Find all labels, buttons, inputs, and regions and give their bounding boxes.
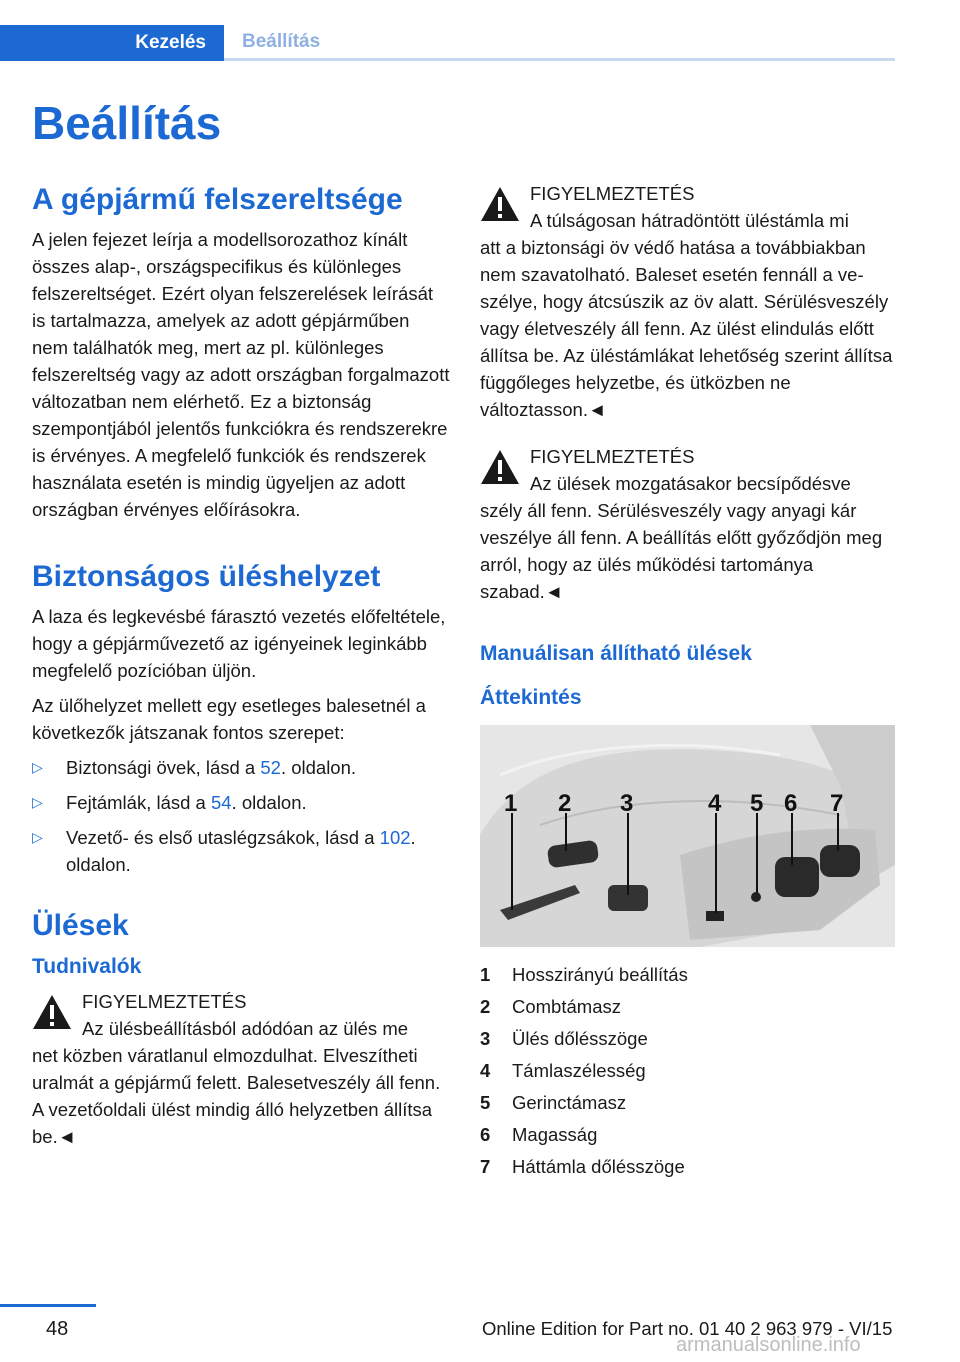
left-column — [32, 180, 450, 1150]
watermark: armanualsonline.info — [676, 1334, 861, 1356]
right-column — [480, 180, 898, 1183]
header-tabbar — [0, 25, 895, 61]
figure-label-5: 5 — [750, 790, 764, 817]
warning-title: FIGYELMEZTETÉS — [530, 446, 695, 467]
figure-label-7: 7 — [830, 790, 844, 817]
figure-label-3: 3 — [620, 790, 634, 817]
figure-label-2: 2 — [558, 790, 572, 817]
heading-seats: Ülések — [32, 909, 129, 942]
warning-triangle-icon — [480, 186, 520, 222]
legend-row: 1 Hosszirányú beállítás — [480, 964, 688, 985]
figure-label-4: 4 — [708, 790, 722, 817]
figure-label-6: 6 — [784, 790, 798, 817]
footer-rule — [0, 1304, 96, 1307]
page-link[interactable]: 52 — [260, 757, 281, 778]
legend-row: 5 Gerinctámasz — [480, 1092, 627, 1113]
warning-box — [480, 443, 898, 605]
page-link[interactable]: 102 — [379, 827, 411, 848]
warning-triangle-icon — [32, 994, 72, 1030]
warning-triangle-icon — [480, 449, 520, 485]
legend-row: 4 Támlaszélesség — [480, 1060, 646, 1081]
seat-controls-illustration — [480, 725, 895, 947]
warning-title: FIGYELMEZTETÉS — [530, 183, 695, 204]
paragraph-posture-2: Az ülőhelyzet mellett egy esetleges balesetnél a következők játszanak fontos szerepet: — [32, 695, 426, 743]
heading-overview: Áttekintés — [480, 686, 582, 709]
legend-row: 3 Ülés dőlésszöge — [480, 1028, 648, 1049]
triangle-bullet-icon: ▷ — [32, 794, 43, 810]
page-number: 48 — [46, 1318, 69, 1340]
heading-notes: Tudnivalók — [32, 955, 142, 978]
tab-beallitas[interactable]: Beállítás — [224, 25, 895, 61]
list-item: ▷ Biztonsági övek, lásd a 52. oldalon. — [32, 754, 450, 781]
warning-text: att a biztonsági öv védő hatása a továbbiakban nem szavatolható. Baleset esetén fennáll a veszélye, hogy átcsúszik az öv alatt. Sérülésveszély vagy életveszély áll fenn. Az ülést elindulás előtt állítsa be. Az üléstámlákat lehetőség szerint állítsa függőleges helyzetbe, és ütközben ne változtasson.◄ — [480, 237, 893, 420]
figure-label-1: 1 — [504, 790, 518, 817]
safety-list — [32, 754, 450, 878]
warning-text-first: A túlságosan hátradöntött üléstámla mi — [530, 210, 849, 231]
warning-text-first: Az ülésbeállításból adódóan az ülés me — [82, 1018, 409, 1039]
legend-row: 2 Combtámasz — [480, 996, 621, 1017]
triangle-bullet-icon: ▷ — [32, 829, 43, 845]
tab-kezeles[interactable]: Kezelés — [0, 25, 224, 61]
page-title: Beállítás — [32, 97, 222, 149]
paragraph-equipment: A jelen fejezet leírja a modellsorozathoz kínált összes alap-, országspecifikus és különleges felszereltséget. Ezért olyan felszerelések leírását is tartalmazza, amelyek az adott gépjárműben nem találhatók meg, mert az pl. különleges felszereltség vagy az adott országban forgalmazott változatban nem elérhető. Ez a biztonság szempontjából jelentős funkciókra és rendszerekre is érvényes. A megfelelő funkciók és rendszerek használata esetén is mindig ügyeljen az adott országban érvényes előírásokra. — [32, 229, 450, 520]
heading-manual-seats: Manuálisan állítható ülések — [480, 642, 752, 665]
edition-text: Online Edition for Part no. 01 40 2 963 979 - VI/15 — [482, 1318, 893, 1339]
triangle-bullet-icon: ▷ — [32, 759, 43, 775]
legend-row: 7 Háttámla dőlésszöge — [480, 1156, 685, 1177]
list-item: ▷ Vezető- és első utaslégzsákok, lásd a 102. oldalon. — [32, 824, 450, 878]
list-item: ▷ Fejtámlák, lásd a 54. oldalon. — [32, 789, 450, 816]
legend-row: 6 Magasság — [480, 1124, 598, 1145]
page-link[interactable]: 54 — [210, 792, 232, 813]
paragraph-posture-1: A laza és legkevésbé fárasztó vezetés előfeltétele, hogy a gépjárművezető az igényeinek leginkább megfelelő pozícióban üljön. — [32, 606, 446, 681]
warning-box — [480, 180, 898, 423]
heading-safe-posture: Biztonságos üléshelyzet — [32, 560, 381, 593]
warning-text-first: Az ülések mozgatásakor becsípődésve — [530, 473, 851, 494]
figure-legend — [480, 959, 898, 1183]
warning-text: szély áll fenn. Sérülésveszély vagy anyagi kár veszélye áll fenn. A beállítás előtt győződjön meg arról, hogy az ülés működési tartománya szabad.◄ — [480, 500, 883, 602]
warning-title: FIGYELMEZTETÉS — [82, 991, 247, 1012]
heading-equipment: A gépjármű felszereltsége — [32, 183, 403, 216]
warning-box — [32, 988, 450, 1150]
warning-text: net közben váratlanul elmozdulhat. Elveszítheti uralmát a gépjármű felett. Balesetveszély áll fenn. A vezetőoldali ülést mindig álló helyzetben állítsa be.◄ — [32, 1045, 441, 1147]
